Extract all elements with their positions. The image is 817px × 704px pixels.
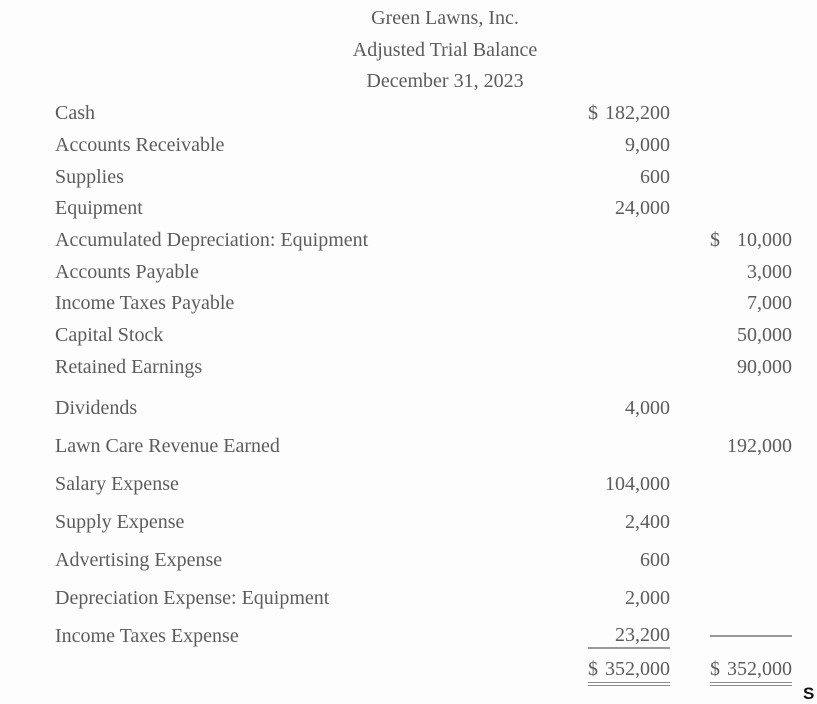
table-row: [0, 193, 817, 225]
credit-value: 90,000: [737, 355, 792, 378]
debit-amount: [588, 134, 670, 157]
total-credit-currency-symbol: $: [710, 658, 720, 681]
table-row: [0, 98, 817, 130]
credit-amount: [710, 324, 792, 347]
table-row: [0, 389, 817, 427]
document-header: [70, 3, 817, 98]
debit-value: 23,200: [615, 623, 670, 646]
account-name: Accounts Receivable: [55, 134, 225, 157]
table-row: [0, 161, 817, 193]
total-debit-value: 352,000: [605, 658, 670, 681]
table-row: [0, 617, 817, 655]
credit-amount: [710, 229, 792, 252]
credit-amount: [710, 261, 792, 284]
trial-balance-table: [0, 98, 817, 693]
account-name: Depreciation Expense: Equipment: [55, 586, 330, 609]
debit-amount: [588, 197, 670, 220]
account-name: Supplies: [55, 165, 124, 188]
credit-currency-symbol: $: [710, 229, 720, 252]
debit-amount: [588, 166, 670, 189]
account-name: Supply Expense: [55, 510, 185, 533]
company-name: Green Lawns, Inc.: [371, 7, 519, 29]
account-name: Dividends: [55, 396, 138, 419]
total-debit-currency-symbol: $: [588, 658, 598, 681]
table-row: [0, 465, 817, 503]
debit-amount: [588, 473, 670, 496]
total-credit-value: 352,000: [727, 658, 792, 681]
debit-amount: [588, 511, 670, 534]
credit-value: 3,000: [747, 260, 792, 283]
debit-amount: [588, 587, 670, 610]
account-name: Equipment: [55, 197, 143, 220]
debit-value: 4,000: [625, 396, 670, 419]
debit-amount: [588, 102, 670, 125]
credit-value: 7,000: [747, 292, 792, 315]
total-credit-amount: [710, 658, 792, 686]
credit-value: 10,000: [737, 229, 792, 252]
debit-value: 104,000: [605, 472, 670, 495]
debit-value: 9,000: [625, 134, 670, 157]
cutoff-text-fragment: S: [803, 684, 815, 703]
credit-amount: [710, 292, 792, 315]
debit-currency-symbol: $: [588, 102, 598, 125]
debit-value: 182,200: [605, 102, 670, 125]
totals-row: [0, 655, 817, 693]
account-name: Cash: [55, 102, 95, 125]
account-name: Accounts Payable: [55, 260, 199, 283]
account-name: Income Taxes Payable: [55, 292, 235, 315]
account-name: Income Taxes Expense: [55, 624, 239, 647]
table-row: [0, 427, 817, 465]
debit-amount: [588, 397, 670, 420]
table-row: [0, 288, 817, 320]
table-row: [0, 130, 817, 162]
debit-value: 2,400: [625, 510, 670, 533]
debit-value: 600: [640, 165, 670, 188]
account-name: Lawn Care Revenue Earned: [55, 434, 280, 457]
credit-amount: [710, 435, 792, 458]
account-name: Capital Stock: [55, 324, 164, 347]
debit-value: 600: [640, 548, 670, 571]
total-debit-amount: [588, 658, 670, 686]
table-row: [0, 225, 817, 257]
credit-amount: [710, 356, 792, 379]
table-row: [0, 503, 817, 541]
account-name: Salary Expense: [55, 472, 179, 495]
account-name: Accumulated Depreciation: Equipment: [55, 229, 369, 252]
debit-amount: [588, 549, 670, 572]
debit-value: 24,000: [615, 197, 670, 220]
table-row: [0, 352, 817, 384]
debit-value: 2,000: [625, 586, 670, 609]
report-date: December 31, 2023: [366, 70, 524, 93]
report-title: Adjusted Trial Balance: [352, 38, 538, 61]
debit-amount: [588, 624, 670, 649]
credit-value: 50,000: [737, 324, 792, 347]
table-row: [0, 541, 817, 579]
table-row: [0, 256, 817, 288]
credit-amount: [710, 635, 792, 637]
table-row: [0, 320, 817, 352]
table-row: [0, 579, 817, 617]
account-name: Advertising Expense: [55, 548, 223, 571]
credit-value: 192,000: [727, 434, 792, 457]
account-name: Retained Earnings: [55, 355, 203, 378]
